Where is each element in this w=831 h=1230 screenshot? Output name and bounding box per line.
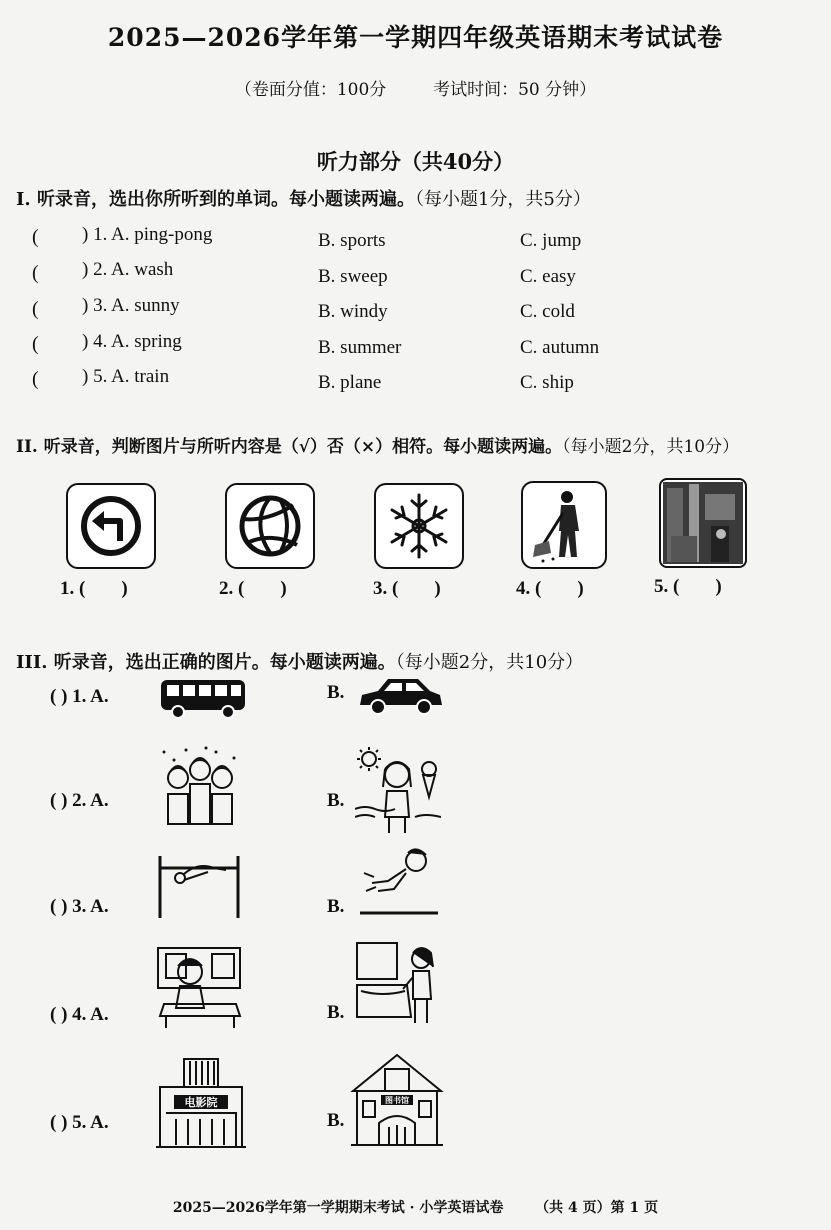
girl-ice-cream-summer-icon — [355, 747, 441, 835]
p3-item-5-label: ( ) 5. A. — [50, 1112, 109, 1133]
option-c: C. jump — [520, 230, 582, 251]
p3-item-3-b: B. — [327, 896, 345, 917]
option-c: C. cold — [520, 301, 575, 322]
p3-item-2-b: B. — [327, 790, 345, 811]
car-icon — [356, 673, 444, 717]
option-b: B. windy — [318, 301, 388, 322]
answer-paren[interactable]: ( — [32, 368, 39, 390]
kids-in-snow-icon — [156, 744, 242, 828]
p2-label-1: 1. ( ) — [60, 578, 128, 599]
p3-item-3-label: ( ) 3. A. — [50, 896, 109, 917]
p3-item-4-label: ( ) 4. A. — [50, 1004, 109, 1025]
exam-title: 2025—2026学年第一学期四年级英语期末考试试卷 — [107, 23, 724, 52]
library-sign-text: 图书馆 — [385, 1096, 409, 1105]
option-c: C. autumn — [520, 337, 600, 358]
option-c: C. easy — [520, 266, 576, 287]
time-info: 考试时间：50 分钟） — [433, 80, 597, 100]
station-photo-icon — [659, 478, 747, 568]
long-jump-icon — [358, 847, 440, 919]
option-b: B. summer — [318, 337, 402, 358]
p2-label-5: 5. ( ) — [654, 576, 722, 597]
page-footer — [0, 1197, 831, 1217]
option-a: ) 2. A. wash — [82, 259, 174, 280]
p3-item-4-b: B. — [327, 1002, 345, 1023]
section-title: 听力部分（共40分） — [316, 149, 515, 174]
score-info: （卷面分值：100分 — [234, 80, 387, 100]
boy-at-desk-icon — [156, 946, 242, 1030]
option-b: B. plane — [318, 372, 382, 393]
option-c: C. ship — [520, 372, 574, 393]
p2-label-2: 2. ( ) — [219, 578, 287, 599]
part3-heading: III. 听录音，选出正确的图片。每小题读两遍。（每小题2分，共10分） — [16, 652, 584, 673]
answer-paren[interactable]: ( — [32, 226, 39, 248]
turn-left-sign-icon — [66, 483, 156, 569]
option-b: B. sweep — [318, 266, 388, 287]
option-a: ) 1. A. ping-pong — [82, 224, 213, 245]
snowflake-icon — [374, 483, 464, 569]
answer-paren[interactable]: ( — [32, 298, 39, 320]
option-a: ) 3. A. sunny — [82, 295, 180, 316]
answer-paren[interactable]: ( — [32, 262, 39, 284]
exam-subtitle — [0, 75, 831, 100]
bus-icon — [158, 676, 248, 720]
high-jump-icon — [154, 850, 244, 920]
option-a: ) 4. A. spring — [82, 331, 182, 352]
option-b: B. sports — [318, 230, 386, 251]
footer-left: 2025—2026学年第一学期期末考试 · 小学英语试卷 — [172, 1200, 504, 1216]
p3-item-5-b: B. — [327, 1110, 345, 1131]
footer-page: （共 4 页）第 1 页 — [535, 1200, 659, 1216]
p2-label-3: 3. ( ) — [373, 578, 441, 599]
library-building-icon — [349, 1051, 445, 1149]
sweeping-worker-icon — [521, 481, 607, 569]
girl-making-bed-icon — [355, 941, 441, 1027]
p3-item-1-label: ( ) 1. A. — [50, 686, 109, 707]
p2-label-4: 4. ( ) — [516, 578, 584, 599]
volleyball-icon — [225, 483, 315, 569]
cinema-sign-text: 电影院 — [184, 1096, 218, 1109]
cinema-building-icon — [154, 1057, 248, 1151]
answer-paren[interactable]: ( — [32, 333, 39, 355]
option-a: ) 5. A. train — [82, 366, 170, 387]
p3-item-1-b: B. — [327, 682, 345, 703]
p3-item-2-label: ( ) 2. A. — [50, 790, 109, 811]
part1-heading: I. 听录音，选出你所听到的单词。每小题读两遍。（每小题1分，共5分） — [16, 189, 591, 210]
part2-heading: II. 听录音，判断图片与所听内容是（√）否（×）相符。每小题读两遍。（每小题2分，共10分） — [16, 437, 740, 457]
